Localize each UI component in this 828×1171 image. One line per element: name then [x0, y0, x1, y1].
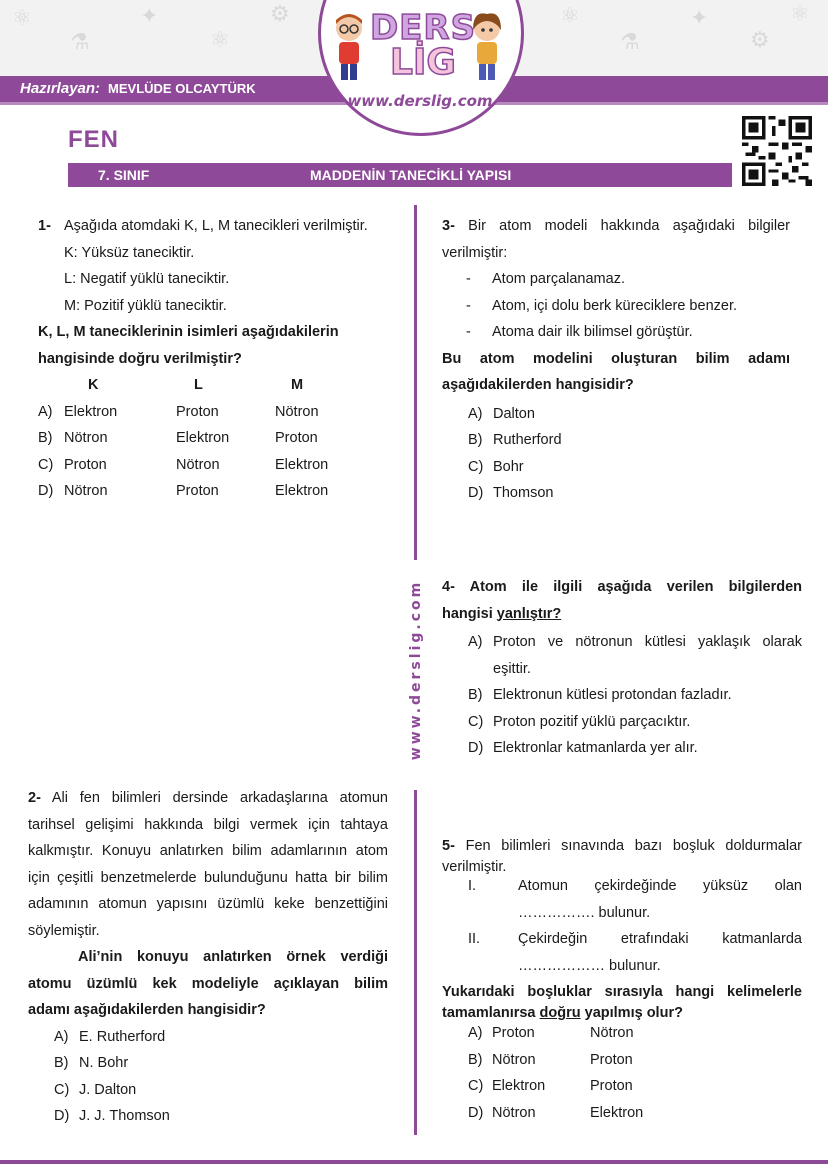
question-stem: aşağıdakilerden hangisidir?	[442, 377, 634, 393]
bullet-item	[442, 319, 790, 346]
option-cell: Proton	[590, 1051, 633, 1068]
prepared-label: Hazırlayan:	[20, 80, 101, 97]
bullet-dash: -	[466, 297, 471, 314]
option-letter: C)	[468, 713, 484, 730]
blank-item-text: Atomun çekirdeğinde yüksüz olan	[518, 878, 802, 894]
option-cell: Proton	[64, 456, 107, 473]
atom-doodle-icon: ⚛	[560, 4, 580, 29]
flask-doodle-icon: ⚗	[620, 30, 640, 55]
question-text-line: tarihsel gelişimi hakkında bilgi vermek için tahtaya	[28, 816, 388, 833]
topic-label: MADDENİN TANECİKLİ YAPISI	[310, 167, 512, 183]
option-b[interactable]	[38, 425, 398, 452]
question-5-items	[442, 873, 802, 979]
column-header-m: M	[291, 377, 304, 393]
option-a[interactable]	[442, 629, 802, 682]
option-a[interactable]	[28, 1024, 388, 1051]
fact-l: L: Negatif yüklü taneciktir.	[64, 271, 230, 287]
blank-item	[442, 900, 802, 927]
option-cell: Elektron	[64, 403, 118, 420]
option-letter: D)	[38, 483, 54, 499]
prepared-by	[20, 80, 256, 97]
logo-lig: LİG	[390, 42, 456, 83]
boy-mascot-icon	[330, 12, 368, 82]
question-number: 5-	[442, 838, 455, 854]
question-number: 3-	[442, 218, 455, 234]
option-letter: D)	[468, 740, 484, 756]
question-stem: Bu atom modelini oluşturan bilim adamı	[442, 350, 790, 367]
option-cell: Nötron	[275, 403, 319, 420]
question-stem-text: yapılmış olur?	[580, 1005, 683, 1021]
option-a[interactable]	[38, 399, 398, 426]
question-text-line	[442, 836, 802, 857]
option-letter: A)	[468, 405, 483, 422]
footer-line	[0, 1160, 828, 1164]
vertical-site-url: www.derslig.com	[408, 579, 424, 761]
column-divider-top	[414, 205, 417, 560]
option-text: J. J. Thomson	[79, 1108, 170, 1124]
roman-numeral: II.	[468, 931, 481, 947]
column-header-l: L	[194, 377, 203, 393]
option-d[interactable]	[442, 1100, 802, 1127]
option-text: Thomson	[493, 485, 554, 501]
question-1	[38, 213, 398, 505]
atom-doodle-icon: ⚛	[790, 2, 810, 27]
subject-title: FEN	[68, 126, 119, 153]
blank-item-text: ……………… bulunur.	[518, 957, 661, 974]
atom-doodle-icon: ⚛	[12, 6, 32, 31]
option-cell: Proton	[590, 1078, 633, 1094]
option-text: Proton pozitif yüklü parçacıktır.	[493, 713, 691, 730]
option-text: Elektronlar katmanlarda yer alır.	[493, 740, 698, 756]
bullet-dash: -	[466, 271, 471, 287]
roman-numeral: I.	[468, 878, 477, 894]
question-stem-text: Atom ile ilgili aşağıda verilen bilgilerden	[469, 579, 802, 595]
option-letter: B)	[468, 687, 483, 703]
option-c[interactable]	[442, 454, 790, 481]
question-3	[442, 213, 790, 507]
blank-item	[442, 873, 802, 900]
question-text-line: adamının atomun yapısını üzümlü keke benzettiğini	[28, 896, 388, 912]
question-text-line	[442, 213, 790, 240]
option-b[interactable]	[442, 682, 802, 709]
bullet-item	[442, 266, 790, 293]
question-text: Fen bilimleri sınavında bazı boşluk doldurmalar	[465, 838, 802, 854]
option-text: Bohr	[493, 458, 524, 475]
option-cell: Nötron	[590, 1025, 634, 1041]
underlined-word: yanlıştır?	[496, 605, 562, 622]
option-letter: A)	[468, 1025, 483, 1041]
option-cell: Nötron	[64, 483, 108, 499]
question-text-line: verilmiştir.	[442, 859, 507, 875]
question-text-line	[28, 785, 388, 812]
column-divider-bottom	[414, 790, 417, 1135]
question-stem: K, L, M taneciklerinin isimleri aşağıdakilerin	[38, 324, 339, 340]
flask-doodle-icon: ⚗	[70, 30, 90, 55]
fact-m: M: Pozitif yüklü taneciktir.	[64, 297, 227, 314]
option-cell: Nötron	[64, 430, 108, 446]
option-letter: A)	[38, 403, 53, 420]
option-letter: C)	[468, 1078, 484, 1094]
option-text: Dalton	[493, 405, 535, 422]
option-letter: A)	[468, 634, 483, 650]
question-text-line: verilmiştir:	[442, 244, 508, 261]
option-a[interactable]	[442, 401, 790, 428]
option-b[interactable]	[442, 427, 790, 454]
option-letter: C)	[54, 1081, 70, 1098]
question-intro: Aşağıda atomdaki K, L, M tanecikleri verilmiştir.	[64, 218, 368, 234]
logo-ders: DERS	[369, 8, 477, 48]
question-number: 2-	[28, 790, 41, 806]
blank-item	[442, 926, 802, 953]
question-stem-text: tamamlanırsa	[442, 1005, 540, 1021]
question-text: Ali fen bilimleri dersinde arkadaşlarına atomun	[51, 790, 389, 806]
option-c[interactable]	[442, 709, 802, 736]
option-letter: C)	[38, 456, 54, 473]
star-doodle-icon: ✦	[690, 6, 709, 31]
author-name: MEVLÜDE OLCAYTÜRK	[108, 81, 256, 96]
option-text: Elektronun kütlesi protondan fazladır.	[493, 687, 732, 703]
question-stem	[442, 574, 802, 601]
option-c[interactable]	[38, 452, 398, 479]
grade-label: 7. SINIF	[98, 167, 150, 183]
question-5-options	[442, 1020, 802, 1126]
question-5-stem	[442, 982, 802, 1024]
star-doodle-icon: ✦	[140, 4, 159, 29]
question-number: 1-	[38, 218, 51, 234]
option-d[interactable]	[28, 1103, 388, 1130]
option-letter: B)	[54, 1055, 69, 1071]
question-stem	[442, 601, 802, 628]
option-letter: B)	[468, 1051, 483, 1068]
option-text: Rutherford	[493, 432, 562, 448]
question-4	[442, 574, 802, 762]
question-text-line: söylemiştir.	[28, 922, 100, 939]
option-text: Proton ve nötronun kütlesi yaklaşık olarak	[493, 634, 802, 650]
option-cell: Elektron	[492, 1078, 546, 1094]
option-letter: C)	[468, 458, 484, 475]
option-cell: Nötron	[176, 456, 220, 473]
question-2	[28, 785, 388, 1130]
option-text: E. Rutherford	[79, 1028, 166, 1045]
option-cell: Nötron	[492, 1051, 536, 1068]
question-stem: atomu üzümlü kek modeliyle açıklayan bilim	[28, 975, 388, 992]
option-letter: B)	[468, 432, 483, 448]
option-letter: D)	[54, 1108, 70, 1124]
gear-doodle-icon: ⚙	[270, 2, 290, 27]
underlined-word: doğru	[539, 1005, 581, 1021]
bullet-text: Atom parçalanamaz.	[492, 271, 625, 287]
fact-k: K: Yüksüz taneciktir.	[64, 244, 195, 261]
option-cell: Proton	[176, 403, 219, 420]
option-text: N. Bohr	[79, 1055, 129, 1071]
question-number: 4-	[442, 579, 455, 595]
question-text: Bir atom modeli hakkında aşağıdaki bilgiler	[468, 218, 790, 234]
logo-url[interactable]: www.derslig.com	[347, 92, 493, 110]
option-d[interactable]	[442, 735, 802, 762]
option-cell: Proton	[275, 430, 318, 446]
option-c[interactable]	[28, 1077, 388, 1104]
option-cell: Elektron	[275, 483, 329, 499]
option-letter: A)	[54, 1028, 69, 1045]
option-text: eşittir.	[493, 660, 531, 677]
option-c[interactable]	[442, 1073, 802, 1100]
column-header-k: K	[88, 377, 99, 393]
option-d[interactable]	[442, 480, 790, 507]
question-stem: adamı aşağıdakilerden hangisidir?	[28, 1002, 266, 1018]
question-stem: Yukarıdaki boşluklar sırasıyla hangi kelimelerle	[442, 984, 802, 1000]
option-cell: Proton	[492, 1025, 535, 1041]
option-letter: B)	[38, 430, 53, 446]
question-stem: Ali’nin konuyu anlatırken örnek verdiği	[78, 949, 388, 965]
bullet-text: Atom, içi dolu berk küreciklere benzer.	[492, 297, 737, 314]
option-cell: Nötron	[492, 1104, 536, 1121]
option-cell: Elektron	[176, 430, 230, 446]
option-d[interactable]	[38, 478, 398, 505]
atom-doodle-icon: ⚛	[210, 28, 230, 53]
bullet-text: Atoma dair ilk bilimsel görüştür.	[492, 324, 693, 340]
option-cell: Elektron	[275, 456, 329, 473]
blank-item-text: Çekirdeğin etrafındaki katmanlarda	[518, 931, 802, 947]
option-text: J. Dalton	[79, 1081, 137, 1098]
option-cell: Proton	[176, 483, 219, 499]
option-line	[468, 629, 802, 656]
option-letter: D)	[468, 485, 484, 501]
blank-item	[442, 953, 802, 980]
question-5	[442, 836, 802, 878]
gear-doodle-icon: ⚙	[750, 28, 770, 53]
qr-code-icon[interactable]	[742, 116, 812, 186]
class-bar	[68, 163, 732, 187]
option-cell: Elektron	[590, 1104, 644, 1121]
option-b[interactable]	[442, 1047, 802, 1074]
option-b[interactable]	[28, 1050, 388, 1077]
option-letter: D)	[468, 1104, 484, 1121]
question-text-line: kalkmıştır. Konuyu anlatırken bilim adamlarının atom	[28, 843, 388, 859]
bullet-dash: -	[466, 324, 471, 340]
blank-item-text: ……………. bulunur.	[518, 904, 651, 921]
question-stem-text: hangisi	[442, 605, 497, 622]
question-stem: hangisinde doğru verilmiştir?	[38, 350, 242, 367]
bullet-item	[442, 293, 790, 320]
option-a[interactable]	[442, 1020, 802, 1047]
question-text-line: için çeşitli benzetmelerde bulunduğunu hatta bir bilim	[28, 869, 388, 886]
